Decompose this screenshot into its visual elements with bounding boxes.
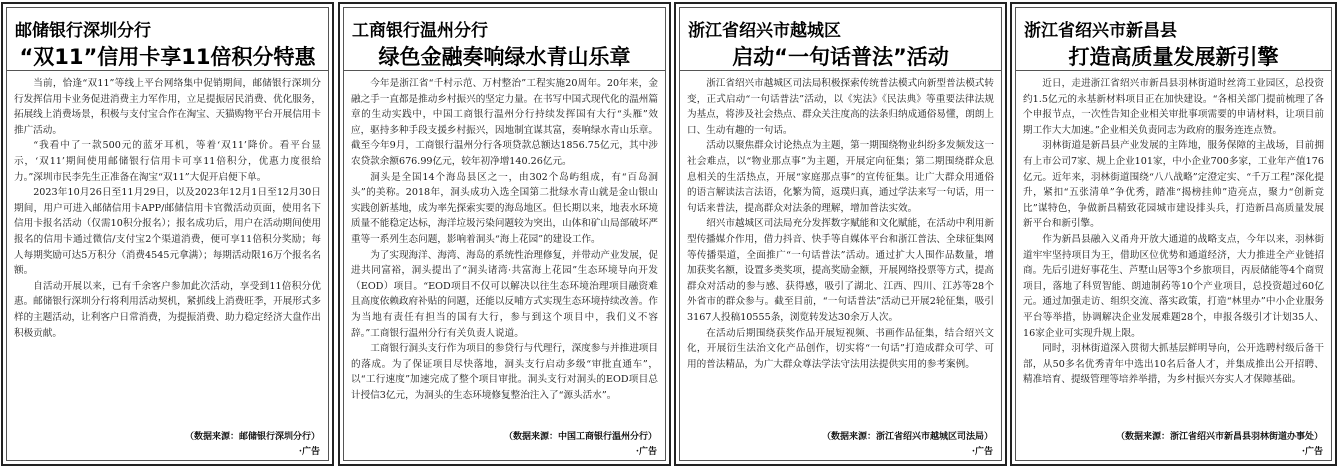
paragraph: 洞头是全国14个海岛县区之一，由302个岛屿组成，有“百岛洞头”的美称。2018年，洞头成功入选全国第二批绿水青山就是金山银山实践创新基地，成为率先探索实要的海岛地区。但长期以来，地表水环境质量不能稳定达标，海洋垃圾污染问题较为突出，山体和矿山局部破坏严重等一系列生态问题，影响着洞头“海上花园”的建设工作。: [351, 171, 658, 245]
article-column-xinchang: [1010, 2, 1337, 466]
article-header: [680, 8, 1001, 71]
ad-label: ·广告: [971, 447, 993, 457]
article-header: [7, 8, 328, 71]
headline: 启动“一句话普法”活动: [732, 45, 949, 69]
data-source: （数据来源：邮储银行深圳分行）: [184, 432, 320, 442]
ad-label: ·广告: [298, 447, 320, 457]
paragraph: 活动以聚焦群众讨论热点为主题，第一期围绕物业纠纷多发频发这一社会难点，以“物业那点事”为主题，开展定向征集；第二期围绕群众息息相关的生活热点，开展“家庭那点事”的宣传征集。让广大群众用通俗的语言解读法言法语，化繁为简，返璞归真，通过学法来写一句话，用一句话来普法，提高群众对法条的理解，增加普法实效。: [687, 140, 994, 214]
article-header: [1016, 8, 1331, 71]
ad-label: ·广告: [635, 447, 657, 457]
paragraph: 2023年10月26日至11月29日，以及2023年12月1日至12月30日期间，用户可进入邮储信用卡APP/邮储信用卡官微活动页面，使用名下信用卡报名活动（仅需10积分报名）；报名成功后，用户在活动期间使用报名的信用卡通过微信/支付宝2个渠道消费，便可享11倍积分奖励；每人每期奖励可达5万积分（消费4545元拿满）；每期活动限16万个报名名额。: [14, 187, 321, 277]
paragraph: 作为新昌县融入义甬舟开放大通道的战略支点，今年以来，羽林街道牢牢坚持项目为王，借助区位优势和通道经济，大力推进全产业链招商。先后引进好事花生、芦墅山居等3个乡旅项目，丙辰储能等4个商贸项目，落地了科贸智能、朗迪制药等10个产业项目，总投资超过60亿元。通过加强走访、组织交流、落实政策，打造“林里办”中小企业服务平台等举措，协调解决企业发展难题28个，申报各级引才计划35人、16家企业可实现升规上限。: [1023, 233, 1324, 339]
article-column-icbc: [338, 2, 671, 466]
article-header: [344, 8, 665, 71]
paragraph: 今年是浙江省“千村示范、万村整治”工程实施20周年。20年来，金融之手一直都是推动乡村振兴的坚定力量。在书写中国式现代化的温州篇章的生动实践中，中国工商银行温州分行持续发挥国有大行“头雁”效应，驱持多种手段支援乡村振兴，因地制宜谋其富，奏响绿水青山乐章。截至今年9月，工商银行温州分行各项贷款总额达1856.75亿元，其中涉农贷款余额676.99亿元，较年初净增140.26亿元。: [351, 78, 658, 167]
paragraph: 为了实现海洋、海湾、海岛的系统性治理修复，并带动产业发展，促进共同富裕，洞头提出了“洞头诸湾·共富海上花园”生态环境导向开发（EOD）项目。“EOD项目不仅可以解决以往生态环境治理项目融资难且高度依赖政府补贴的问题，还能以反哺方式实现生态环境持续改善。作为当地有责任有担当的国有大行，参与到这个项目中，我们义不容辞。”工商银行温州分行有关负责人说道。: [351, 249, 658, 339]
ad-label: ·广告: [1301, 447, 1323, 457]
data-source: （数据来源：中国工商银行温州分行）: [503, 432, 657, 442]
paragraph: 同时，羽林街道深入贯彻大抓基层鲜明导向，公开选聘村级后备干部，从50多名优秀青年中选出10名后备人才，并集成推出公开招聘、精准培育、提级管理等培养举措，为乡村振兴夯实人才保障基础。: [1023, 343, 1324, 386]
paragraph: 工商银行洞头支行作为项目的参贷行与代理行，深度参与并推进项目的落成。为了保证项目尽快落地，洞头支行启动多级“审批直通车”，以“工行速度”加速完成了整个项目审批。洞头支行对洞头的EOD项目总计授信3亿元，为洞头的生态环境修复整治注入了“源头活水”。: [351, 343, 658, 401]
headline: “双11”信用卡享11倍积分特惠: [19, 45, 316, 69]
data-source: （数据来源：浙江省绍兴市新昌县羽林街道办事处）: [1115, 432, 1323, 442]
data-source: （数据来源：浙江省绍兴市越城区司法局）: [821, 432, 993, 442]
article-body: [7, 71, 328, 442]
org-label: 工商银行温州分行: [352, 21, 488, 41]
column-frame: [679, 7, 1002, 461]
paragraph: 浙江省绍兴市越城区司法局积极探索传统普法模式向新型普法模式转变，正式启动“一句话普法”活动，以《宪法》《民法典》等重要法律法规为基点，将涉及社会热点、群众关注度高的法条归纳成通俗易懂，朗朗上口、生动有趣的一句话。: [687, 78, 994, 136]
paragraph: 绍兴市越城区司法局充分发挥数字赋能和文化赋能，在活动中利用新型传播媒介作用，借力抖音、快手等自媒体平台和浙江普法、全球征集网等传播渠道，全面推广“一句话普法”活动。通过扩大人围作品数量，增加获奖名额，设置多类奖项，提高奖励金额，开展网络投票等方式，提高群众对活动的参与感、获得感，吸引了湖北、江西、四川、江苏等28个外省市的群众参与。截至目前，“一句话普法”活动已开展2轮征集，吸引3167人投稿10555条，浏览转发达30余万人次。: [687, 218, 994, 323]
article-column-postal-bank: [1, 2, 334, 466]
org-label: 浙江省绍兴市越城区: [688, 21, 841, 41]
paragraph: “我看中了一款500元的蓝牙耳机，等着‘双11’降价。看平台显示，‘双11’期间使用邮储银行信用卡可享11倍积分，优惠力度很给力。”深圳市民李先生正准备在淘宝“双11”大促开启便下单。: [14, 140, 321, 183]
paragraph: 在活动后期围绕获奖作品开展短视频、书画作品征集，结合绍兴文化，开展衍生法治文化产品创作，切实将“一句话”打造成群众可学、可用的普法精品，为广大群众尊法学法守法用法提供实用的参考案例。: [687, 327, 994, 370]
paragraph: 近日，走进浙江省绍兴市新昌县羽林街道时丝湾工业园区，总投资约1.5亿元的永基新材料项目正在加快建设。“各相关部门提前梳理了各个申报节点，一次性告知企业相关审批事项需要的申请材料，让项目前期工作大大加速。”企业相关负责同志为政府的服务连连点赞。: [1023, 78, 1324, 136]
article-body: [344, 71, 665, 442]
article-body: [680, 71, 1001, 442]
article-body: [1016, 71, 1331, 442]
column-frame: [343, 7, 666, 461]
article-column-yuecheng: [674, 2, 1007, 466]
paragraph: 当前，恰逢“双11”等线上平台网络集中促销期间，邮储银行深圳分行发挥信用卡业务促进消费主力军作用，立足提振居民消费、优化服务，拓展线上消费场景，积极与支付宝合作在淘宝、天猫购物平台开展信用卡推广活动。: [14, 78, 321, 136]
org-label: 浙江省绍兴市新昌县: [1024, 21, 1177, 41]
paragraph: 自活动开展以来，已有千余客户参加此次活动，享受到11倍积分优惠。邮储银行深圳分行将利用活动契机，紧抓线上消费旺季，开展形式多样的主题活动，让利客户日常消费，为提振消费、助力稳定经济大盘作出积极贡献。: [14, 280, 321, 339]
paragraph: 羽林街道是新昌县产业发展的主阵地，服务保障的主战场，目前拥有上市公司7家、规上企业101家，中小企业700多家，工业年产值176亿元。近年来，羽林街道围绕“八八战略”定澄定实、“千万工程”深化提升，紧扣“五张清单”争优秀，踏准“揭榜挂帅”造亮点，聚力“创新竞比”谋特色，争做新昌精致花园城市建设排头兵，打造新昌高质量发展新平台和新引擎。: [1023, 140, 1324, 230]
headline: 打造高质量发展新引擎: [1068, 45, 1279, 69]
headline: 绿色金融奏响绿水青山乐章: [378, 45, 631, 69]
org-label: 邮储银行深圳分行: [15, 21, 151, 41]
column-frame: [6, 7, 329, 461]
column-frame: [1015, 7, 1332, 461]
